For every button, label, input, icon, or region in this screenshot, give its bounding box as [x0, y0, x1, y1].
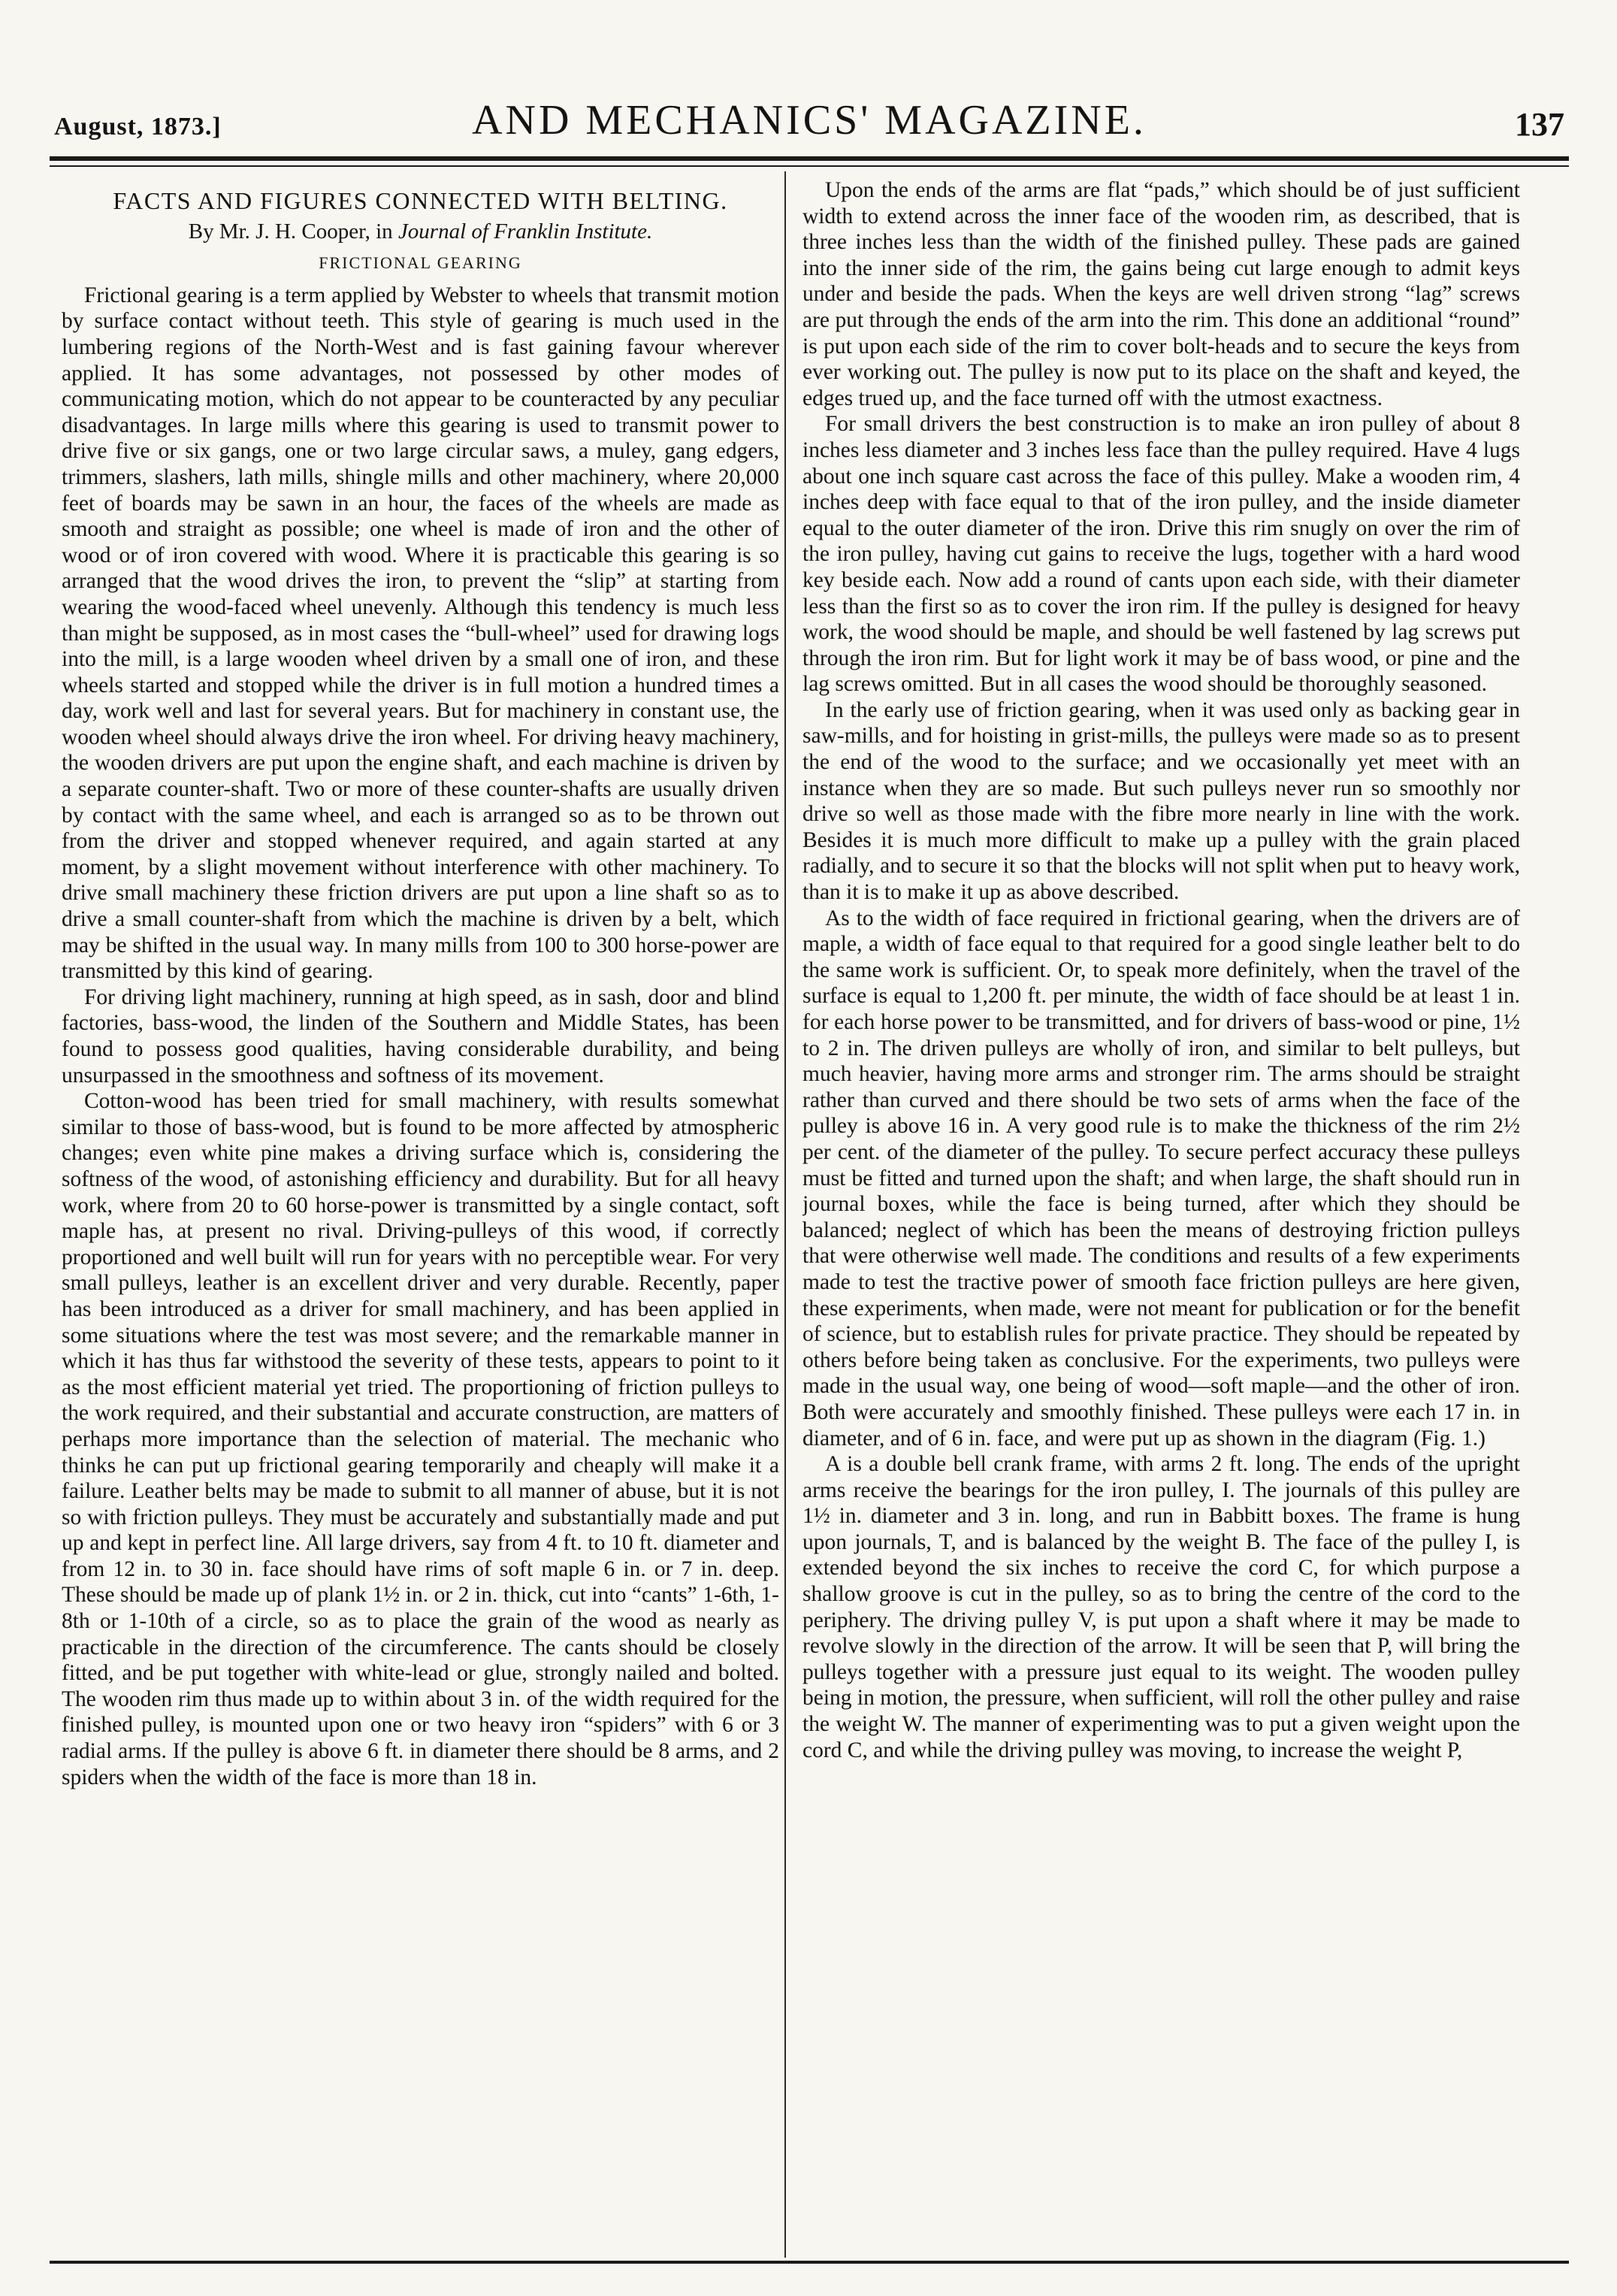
issue-date: August, 1873.] [54, 113, 222, 141]
byline-author: By Mr. J. H. Cooper, in [188, 219, 393, 244]
paragraph: As to the width of face required in frictional gearing, when the drivers are of maple, a width of face equal to that required for a good single leather belt to do the same work is sufficient. Or, to speak more definitely, when the travel of the surface is equal to 1,200 ft. per minute, the width of face should be at least 1 in. for each horse power to be transmitted, and for drivers of bass-wood or pine, 1½ to 2 in. The driven pulleys are wholly of iron, and similar to belt pulleys, but much heavier, having more arms and stronger rim. The arms should be straight rather than curved and there should be two sets of arms when the face of the pulley is above 16 in. A very good rule is to make the thickness of the rim 2½ per cent. of the diameter of the pulley. To secure perfect accuracy these pulleys must be fitted and turned upon the shaft; and when large, the shaft should run in journal boxes, while the face is being turned, after which they should be balanced; neglect of which has been the means of destroying friction pulleys that were otherwise well made. The conditions and results of a few experiments made to test the tractive power of smooth face friction pulleys are here given, these experiments, when made, were not meant for publication or for the benefit of science, but to establish rules for private practice. They should be repeated by others before being taken as conclusive. For the experiments, two pulleys were made in the usual way, one being of wood—soft maple—and the other of iron. Both were accurately and smoothly finished. These pulleys were each 17 in. in diameter, and of 6 in. face, and were put up as shown in the diagram (Fig. 1.) [802, 906, 1520, 1451]
page-header [54, 90, 1564, 150]
paragraph: For small drivers the best construction is to make an iron pulley of about 8 inches less diameter and 3 inches less face than the pulley required. Have 4 lugs about one inch square cast across the face of this pulley. Make a wooden rim, 4 inches deep with face equal to that of the iron pulley, and the inside diameter equal to the outer diameter of the iron. Drive this rim snugly on over the rim of the iron pulley, having cut gains to receive the lugs, together with a hard wood key beside each. Now add a round of cants upon each side, with their diameter less than the first so as to cover the iron rim. If the pulley is designed for heavy work, the wood should be maple, and should be well fastened by lag screws put through the iron rim. But for light work it may be of bass wood, or pine and the lag screws omitted. But in all cases the wood should be thoroughly seasoned. [802, 412, 1520, 697]
paragraph: For driving light machinery, running at high speed, as in sash, door and blind factories, bass-wood, the linden of the Southern and Middle States, has been found to possess good qualities, having considerable durability, and being unsurpassed in the smoothness and softness of its movement. [62, 985, 779, 1087]
paragraph: Cotton-wood has been tried for small machinery, with results somewhat similar to those of bass-wood, but is found to be more affected by atmospheric changes; even white pine makes a driving surface which is, considering the softness of the wood, of astonishing efficiency and durability. But for all heavy work, where from 20 to 60 horse-power is transmitted by a single contact, soft maple has, at present no rival. Driving-pulleys of this wood, if correctly proportioned and well built will run for years with no perceptible wear. For very small pulleys, leather is an excellent driver and very durable. Recently, paper has been introduced as a driver for small machinery, and has been applied in some situations where the test was most severe; and the remarkable manner in which it has thus far withstood the severity of these tests, appears to point to it as the most efficient material yet tried. The proportioning of friction pulleys to the work required, and their substantial and accurate construction, are matters of perhaps more importance than the selection of material. The mechanic who thinks he can put up frictional gearing temporarily and cheaply will make it a failure. Leather belts may be made to submit to all manner of abuse, but it is not so with friction pulleys. They must be accurately and substantially made and put up and kept in perfect line. All large drivers, say from 4 ft. to 10 ft. diameter and from 12 in. to 30 in. face should have rims of soft maple 6 in. or 7 in. deep. These should be made up of plank 1½ in. or 2 in. thick, cut into “cants” 1-6th, 1-8th or 1-10th of a circle, so as to place the grain of the wood as nearly as practicable in the direction of the circumference. The cants should be closely fitted, and be put together with white-lead or glue, strongly nailed and bolted. The wooden rim thus made up to within about 3 in. of the width required for the finished pulley, is mounted upon one or two heavy iron “spiders” with 6 or 3 radial arms. If the pulley is above 6 ft. in diameter there should be 8 arms, and 2 spiders when the width of the face is more than 18 in. [62, 1089, 779, 1789]
left-column [62, 177, 779, 2255]
page-number: 137 [1515, 106, 1564, 143]
paragraph: A is a double bell crank frame, with arms 2 ft. long. The ends of the upright arms receive the bearings for the iron pulley, I. The journals of this pulley are 1½ in. diameter and 3 in. long, and run in Babbitt boxes. The frame is hung upon journals, T, and is balanced by the weight B. The face of the pulley I, is extended beyond the six inches to receive the cord C, for which purpose a shallow groove is cut in the pulley, so as to bring the centre of the cord to the periphery. The driving pulley V, is put upon a shaft where it may be made to revolve slowly in the direction of the arrow. It will be seen that P, will bring the pulleys together with a pressure just equal to its weight. The wooden pulley being in motion, the pressure, when sufficient, will roll the other pulley and raise the weight W. The manner of experimenting was to put a given weight upon the cord C, and while the driving pulley was moving, to increase the weight P, [802, 1452, 1520, 1762]
magazine-title: AND MECHANICS' MAGAZINE. [472, 97, 1147, 144]
byline-source: Journal of Franklin Institute. [397, 219, 653, 244]
column-divider [784, 171, 786, 2258]
paragraph: Frictional gearing is a term applied by Webster to wheels that transmit motion by surface contact without teeth. This style of gearing is much used in the lumbering regions of the North-West and is fast gaining favour wherever applied. It has some advantages, not possessed by other modes of communicating motion, which do not appear to be counteracted by any peculiar disadvantages. In large mills where this gearing is used to transmit power to drive five or six gangs, one or two large circular saws, a muley, gang edgers, trimmers, slashers, lath mills, shingle mills and other machinery, where 20,000 feet of boards may be sawn in an hour, the faces of the wheels are made as smooth and straight as possible; one wheel is made of iron and the other of wood or of iron covered with wood. Where it is practicable this gearing is so arranged that the wood drives the iron, to prevent the “slip” at starting from wearing the wood-faced wheel unevenly. Although this tendency is much less than might be supposed, as in most cases the “bull-wheel” used for drawing logs into the mill, is a large wooden wheel driven by a small one of iron, and these wheels started and stopped while the driver is in full motion a hundred times a day, work well and last for several years. But for machinery in constant use, the wooden wheel should always drive the iron wheel. For driving heavy machinery, the wooden drivers are put upon the engine shaft, and each machine is driven by a separate counter-shaft. Two or more of these counter-shafts are usually driven by contact with the same wheel, and each is arranged so as to be thrown out from the driver and stopped whenever required, and again started at any moment, by a slight movement without interference with other machinery. To drive small machinery these friction drivers are put upon a line shaft so as to drive a small counter-shaft from which the machine is driven by a belt, which may be shifted in the usual way. In many mills from 100 to 300 horse-power are transmitted by this kind of gearing. [62, 283, 779, 984]
paragraph: In the early use of friction gearing, when it was used only as backing gear in saw-mills, and for hoisting in grist-mills, the pulleys were made so as to present the end of the wood to the surface; and we occasionally yet meet with an instance when they are so made. But such pulleys never run so smoothly nor drive so well as those made with the fibre more nearly in line with the work. Besides it is much more difficult to make up a pulley with the grain placed radially, and to secure it so that the blocks will not split when put to heavy work, than it is to make it up as above described. [802, 697, 1520, 905]
header-rule-thick [50, 156, 1569, 161]
footer-rule [50, 2261, 1569, 2264]
article-title: FACTS AND FIGURES CONNECTED WITH BELTING. [113, 187, 728, 214]
section-heading: FRICTIONAL GEARING [319, 253, 522, 273]
header-rule-thin [50, 165, 1569, 167]
right-column [802, 177, 1520, 2255]
article-byline [62, 219, 779, 245]
paragraph: Upon the ends of the arms are flat “pads,” which should be of just sufficient width to extend across the inner face of the wooden rim, as described, that is three inches less than the width of the finished pulley. These pads are gained into the inner side of the rim, the gains being cut large enough to admit keys under and beside the pads. When the keys are well driven strong “lag” screws are put through the ends of the arm into the rim. This done an additional “round” is put upon each side of the rim to cover bolt-heads and to secure the keys from ever working out. The pulley is now put to its place on the shaft and keyed, the edges trued up, and the face turned off with the utmost exactness. [802, 178, 1520, 410]
